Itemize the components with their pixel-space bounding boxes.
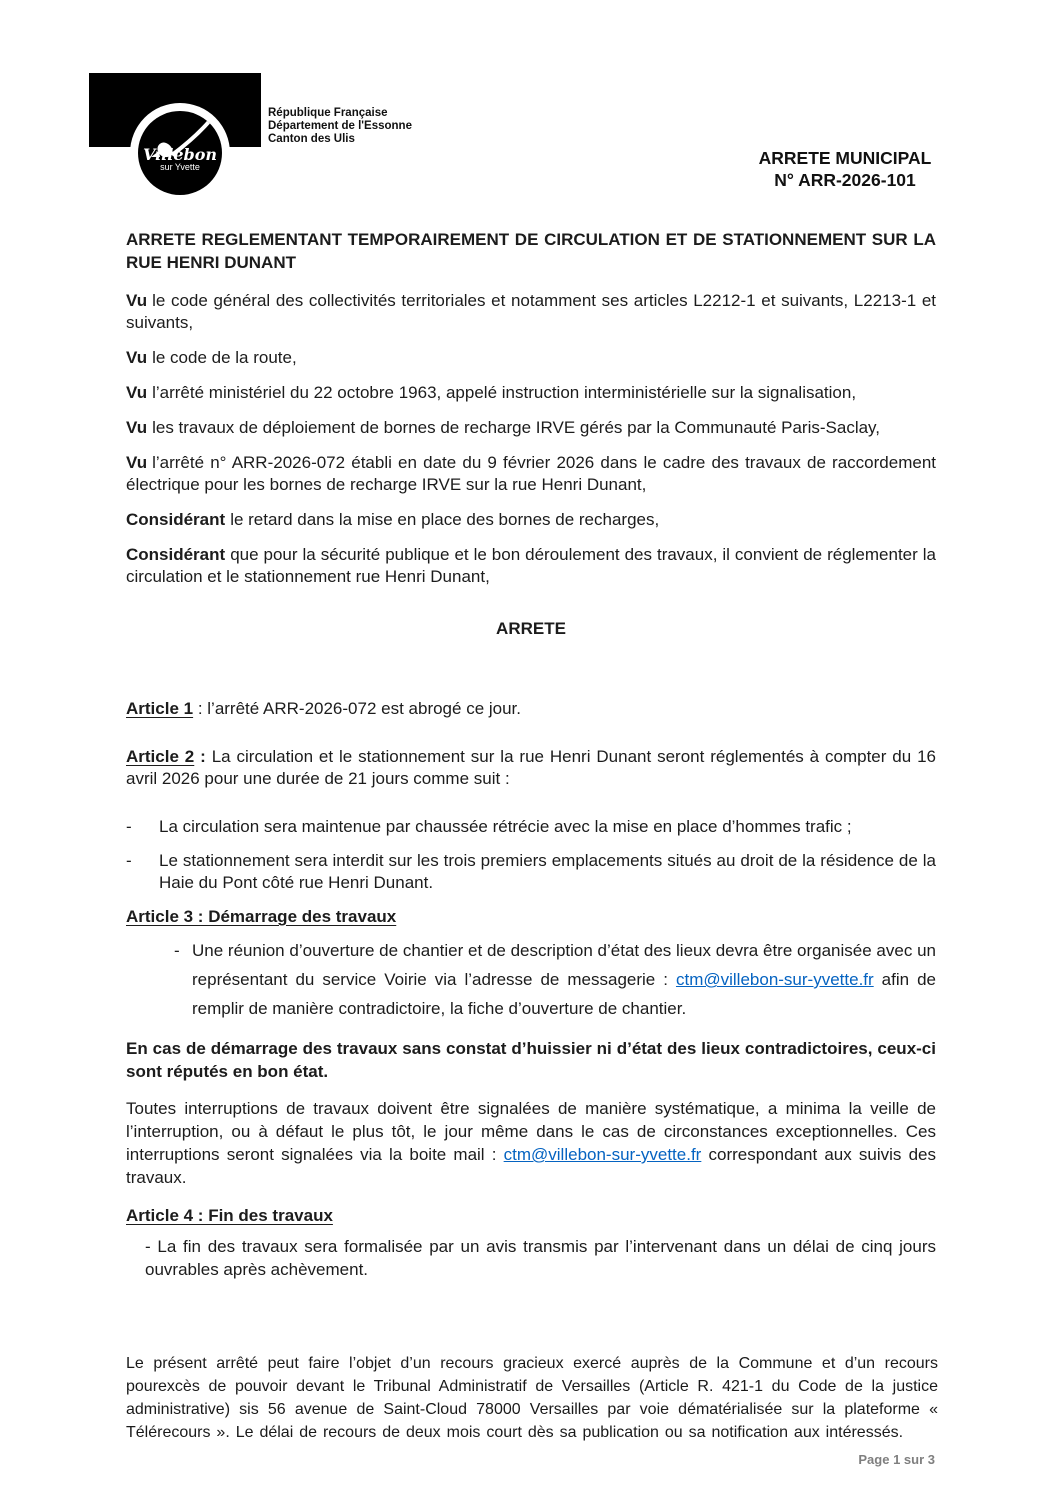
recital-text: l’arrêté n° ARR-2026-072 établi en date du 9 février 2026 dans le cadre des travaux de raccordement électrique pour les bornes de recharge IRVE sur la rue Henri Dunant,: [126, 453, 936, 494]
logo-circle: [138, 111, 222, 195]
bullet-text: Le stationnement sera interdit sur les trois premiers emplacements situés au droit de la résidence de la Haie du Pont côté rue Henri Dunant.: [159, 851, 936, 892]
logo-wordmark: Villebon: [142, 145, 218, 164]
bullet-dash: -: [126, 817, 132, 836]
recital-item: [126, 382, 936, 404]
org-line-republique: République Française: [268, 107, 388, 119]
site-meeting-text: [192, 936, 936, 1023]
site-meeting-before: Une réunion d’ouverture de chantier et de description d’état des lieux devra être organisée avec un représentant du service Voirie via l’adresse de messagerie :: [192, 941, 936, 989]
document-body: [126, 228, 936, 1281]
list-item: [126, 850, 936, 894]
recital-text: le retard dans la mise en place des bornes de recharges,: [230, 510, 660, 529]
org-line-departement: Département de l'Essonne: [268, 120, 412, 132]
interruptions-after: correspondant aux suivis des travaux.: [126, 1145, 936, 1187]
recital-text: l’arrêté ministériel du 22 octobre 1963, appelé instruction interministérielle sur la signalisation,: [152, 383, 857, 402]
org-line-canton: Canton des Ulis: [268, 133, 355, 145]
recital-item: [126, 417, 936, 439]
recital-item: [126, 509, 936, 531]
recital-lead: Considérant: [126, 545, 226, 564]
site-meeting-after: afin de remplir de manière contradictoire, la fiche d’ouverture de chantier.: [192, 970, 937, 1018]
interruptions-paragraph: [126, 1097, 936, 1189]
org-block: [268, 107, 412, 146]
list-item: [126, 816, 936, 838]
recital-item: [126, 347, 936, 369]
recital-item: [126, 290, 936, 334]
article-2-text: La circulation et le stationnement sur la rue Henri Dunant seront réglementés à compter du 16 avril 2026 pour une durée de 21 jours comme suit :: [126, 747, 937, 788]
page-number: Page 1 sur 3: [858, 1452, 935, 1467]
villebon-logo: [89, 73, 261, 205]
recital-item: [126, 544, 936, 588]
document-title: ARRETE REGLEMENTANT TEMPORAIREMENT DE CIRCULATION ET DE STATIONNEMENT SUR LA RUE HENRI DUNANT: [126, 230, 936, 272]
logo-wordmark-sub: sur Yvette: [160, 162, 200, 172]
arrete-heading: ARRETE: [496, 619, 566, 638]
email-link[interactable]: ctm@villebon-sur-yvette.fr: [675, 970, 874, 989]
article-4-heading: Article 4 : Fin des travaux: [126, 1206, 333, 1225]
recital-text: que pour la sécurité publique et le bon déroulement des travaux, il convient de réglementer la circulation et le stationnement rue Henri Dunant,: [126, 545, 936, 586]
bullet-dash: -: [126, 851, 132, 870]
recital-lead: Vu: [126, 291, 148, 310]
article-2-separator: :: [194, 747, 212, 766]
warning-paragraph: En cas de démarrage des travaux sans constat d’huissier ni d’état des lieux contradictoires, ceux-ci sont réputés en bon état.: [126, 1039, 936, 1081]
article-4-text: - La fin des travaux sera formalisée par un avis transmis par l’intervenant dans un délai de cinq jours ouvrables après achèvement.: [145, 1237, 936, 1279]
recital-lead: Vu: [126, 383, 148, 402]
recital-lead: Vu: [126, 453, 148, 472]
site-meeting-item: [126, 936, 936, 1023]
recital-lead: Vu: [126, 418, 148, 437]
recital-text: le code de la route,: [152, 348, 297, 367]
email-link[interactable]: ctm@villebon-sur-yvette.fr: [503, 1145, 702, 1164]
legal-recourse-notice: Le présent arrêté peut faire l’objet d’un recours gracieux exercé auprès de la Commune et d’un recours pourexcès de pouvoir devant le Tribunal Administratif de Versailles (Article R. 421-1 du Code de la justice administrative) sis 56 avenue de Saint-Cloud 78000 Versailles par voie dématérialisée sur la plateforme « Télérecours ». Le délai de recours de deux mois court dès sa publication ou sa notification aux intéressés.: [126, 1355, 938, 1441]
recital-text: les travaux de déploiement de bornes de recharge IRVE gérés par la Communauté Paris-Saclay,: [152, 418, 881, 437]
bullet-text: La circulation sera maintenue par chaussée rétrécie avec la mise en place d’hommes trafic ;: [159, 817, 852, 836]
article-1-label: Article 1: [126, 699, 194, 718]
article-2: [126, 746, 936, 790]
recital-lead: Vu: [126, 348, 148, 367]
recital-text: le code général des collectivités territoriales et notamment ses articles L2212-1 et suivants, L2213-1 et suivants,: [126, 291, 936, 332]
article-2-label: Article 2: [126, 747, 195, 766]
article-1: [126, 698, 936, 720]
article-3-heading: Article 3 : Démarrage des travaux: [126, 907, 397, 926]
recital-item: [126, 452, 936, 496]
document-id-block: [700, 147, 990, 191]
interruptions-before: Toutes interruptions de travaux doivent être signalées de manière systématique, a minima la veille de l’interruption, ou à défaut le plus tôt, le jour même dans le cas de circonstances exceptionnelles. Ces interruptions seront signalées via la boite mail :: [126, 1099, 936, 1164]
doc-type: ARRETE MUNICIPAL: [758, 148, 932, 168]
article-1-text: : l’arrêté ARR-2026-072 est abrogé ce jour.: [193, 699, 521, 718]
recital-lead: Considérant: [126, 510, 226, 529]
bullet-dash: -: [174, 941, 180, 960]
doc-number: N° ARR-2026-101: [774, 170, 916, 190]
